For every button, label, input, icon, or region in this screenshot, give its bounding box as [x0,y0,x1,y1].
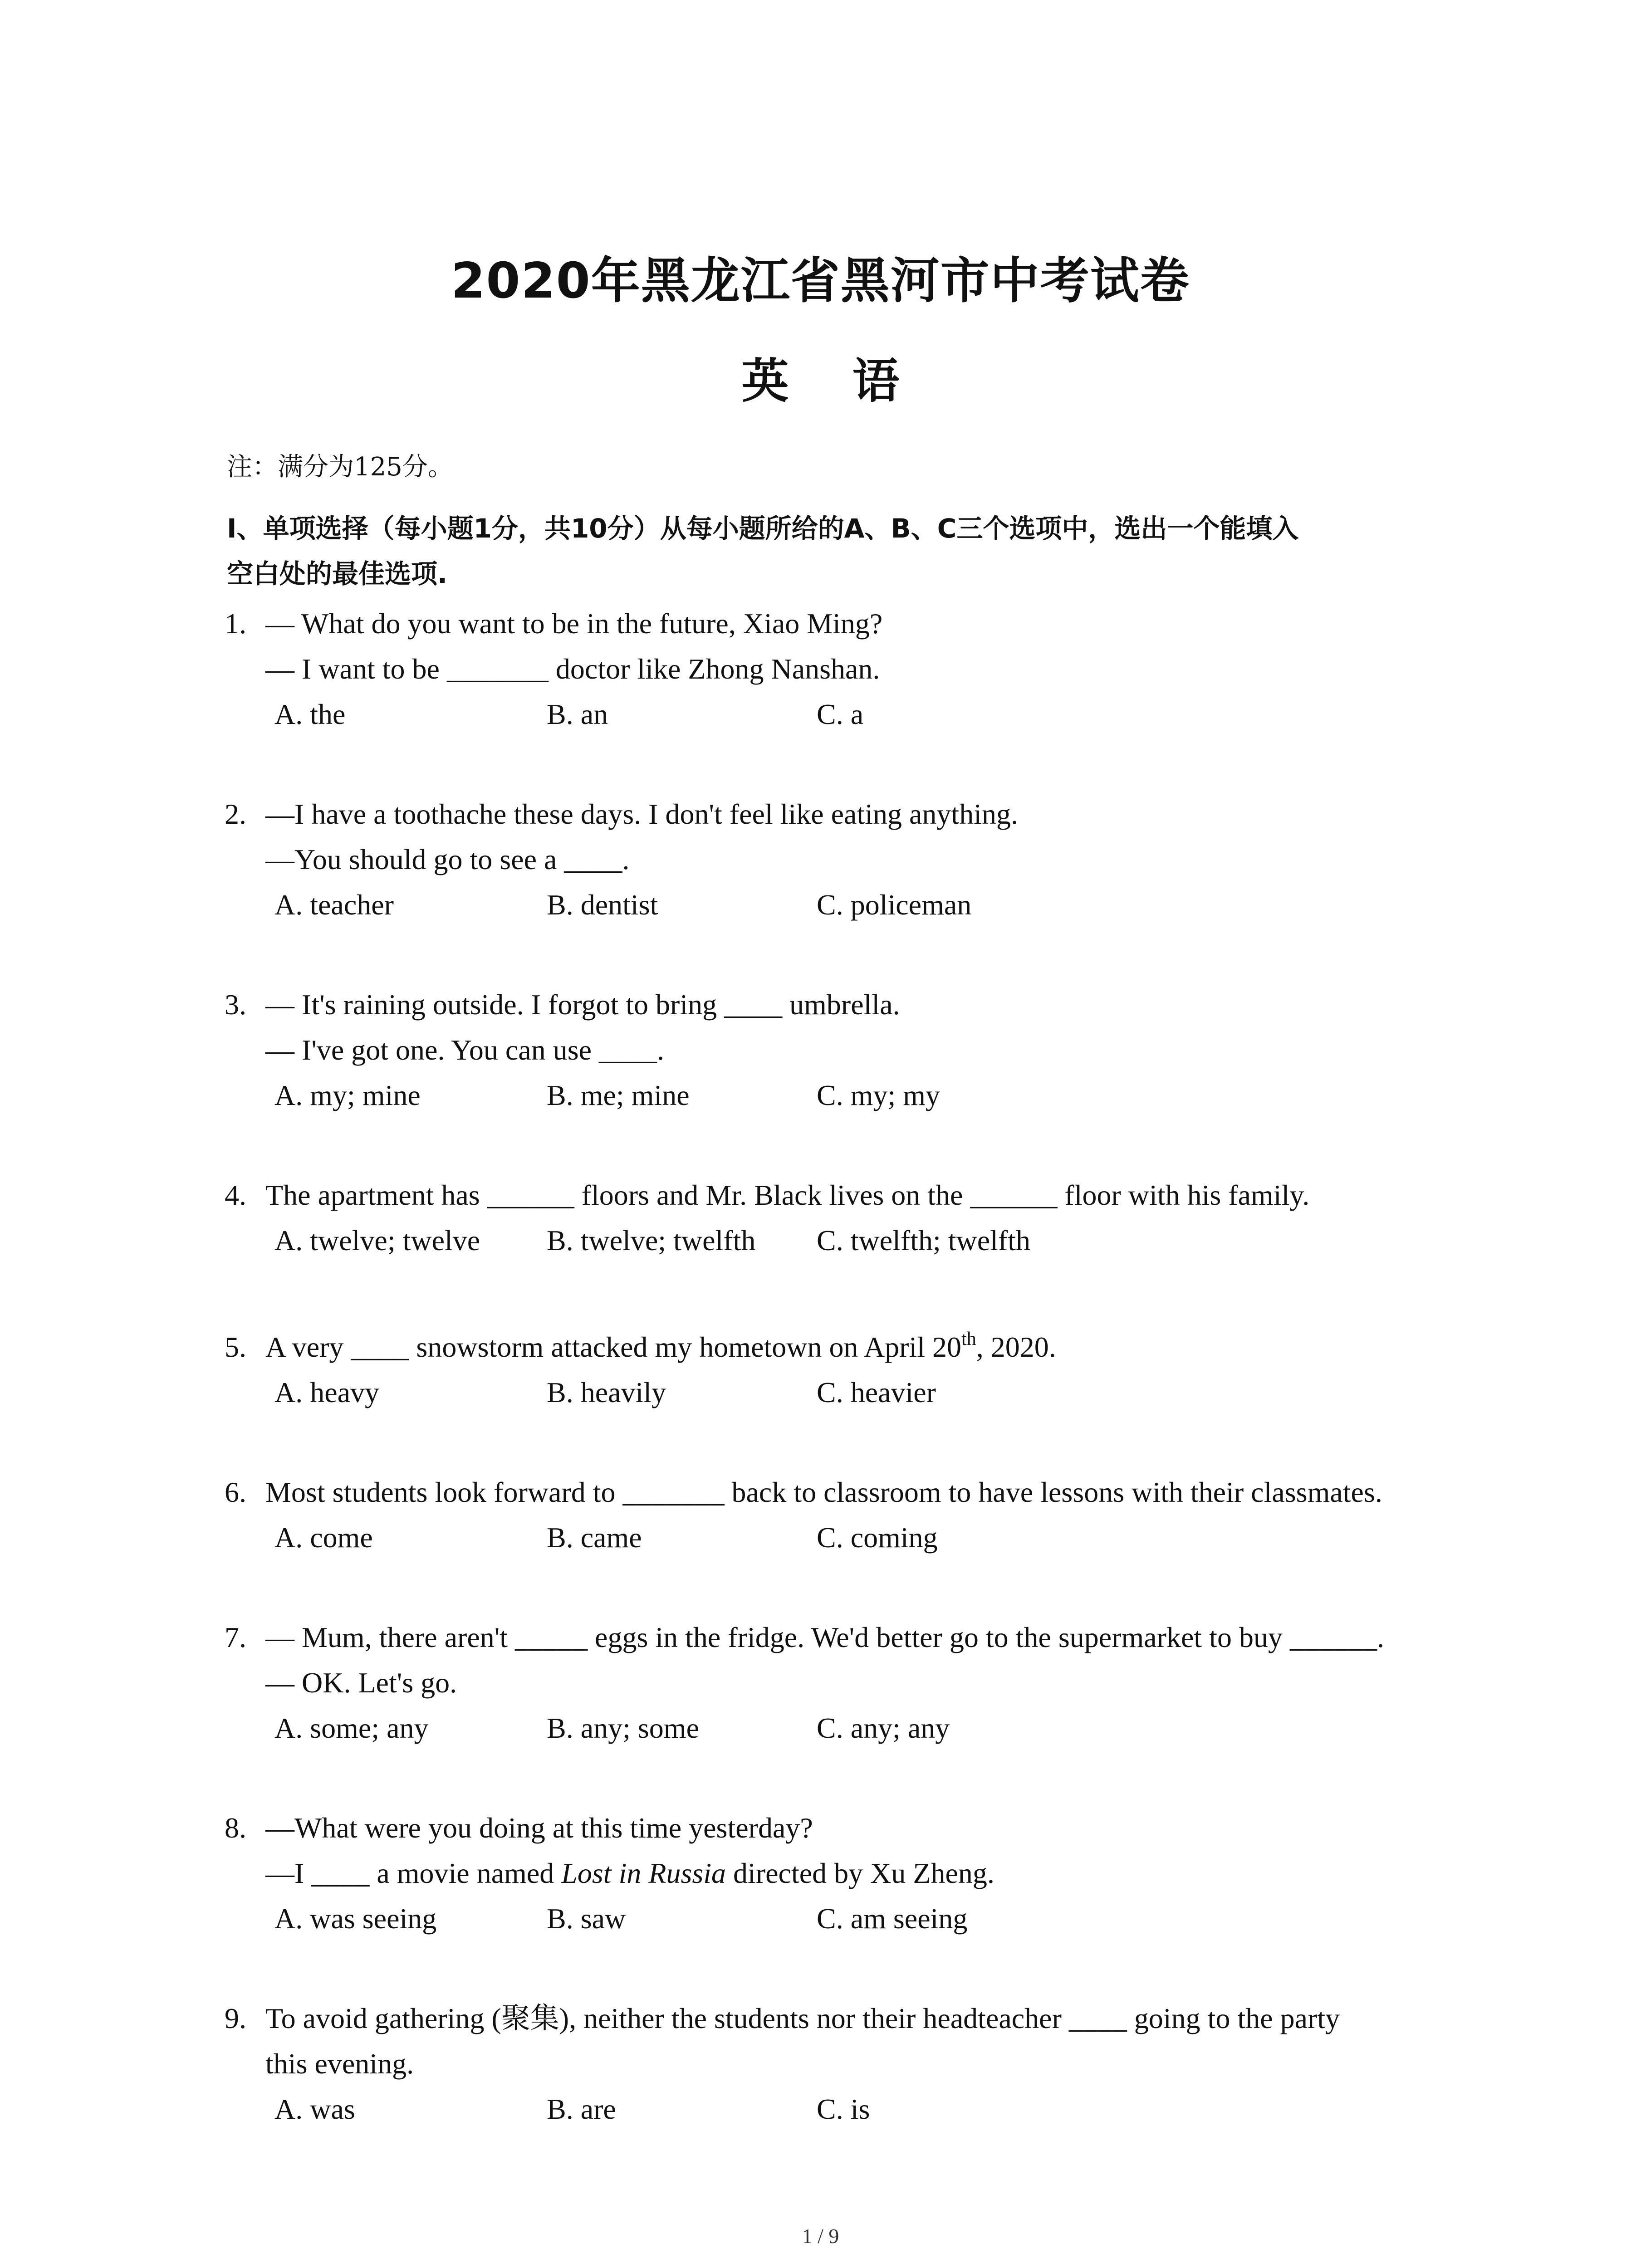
option-a: A. come [274,1521,373,1554]
movie-title: Lost in Russia [561,1857,726,1889]
option-a: A. my; mine [274,1079,421,1111]
question-line: —I have a toothache these days. I don't feel like eating anything. [265,798,1018,830]
option-a: A. teacher [274,889,394,921]
option-b: B. dentist [547,889,658,921]
question-number: 9. [225,2002,246,2034]
option-c: C. any; any [817,1712,950,1744]
question-number: 1. [225,607,246,640]
option-a: A. the [274,698,346,730]
question-line: — Mum, there aren't _____ eggs in the fridge. We'd better go to the supermarket to buy ______. [265,1621,1384,1653]
option-c: C. coming [817,1521,938,1554]
section-title [227,506,1452,596]
question-text: —I ____ a movie named [265,1857,562,1889]
question-line: this evening. [265,2048,414,2080]
question-line: The apartment has ______ floors and Mr. Black lives on the ______ floor with his family. [265,1179,1310,1211]
score-note: 注：满分为125分。 [227,452,453,482]
question-line: Most students look forward to _______ back to classroom to have lessons with their classmates. [265,1476,1382,1508]
question-number: 6. [225,1476,246,1508]
question-text: , 2020. [976,1331,1056,1363]
question-line [265,1851,994,1896]
subject-char: 语 [852,353,900,409]
option-c: C. heavier [817,1376,936,1408]
option-b: B. an [547,698,608,730]
question-line: — What do you want to be in the future, Xiao Ming? [265,607,883,640]
option-b: B. twelve; twelfth [547,1224,756,1256]
question-line [265,1325,1056,1370]
question-number: 2. [225,798,246,830]
section-title-line: 空白处的最佳选项. [227,558,448,589]
option-b: B. heavily [547,1376,666,1408]
question-text: directed by Xu Zheng. [726,1857,994,1889]
question-number: 4. [225,1179,246,1211]
option-a: A. some; any [274,1712,429,1744]
option-a: A. was seeing [274,1902,437,1935]
question-text: A very ____ snowstorm attacked my hometown on April 20 [265,1331,962,1363]
option-a: A. was [274,2093,355,2125]
exam-subject [0,347,1641,415]
question-line: —What were you doing at this time yesterday? [265,1812,813,1844]
option-b: B. any; some [547,1712,699,1744]
ordinal-suffix: th [961,1329,976,1349]
question-line: — It's raining outside. I forgot to bring ____ umbrella. [265,988,900,1021]
option-a: A. heavy [274,1376,380,1408]
option-b: B. me; mine [547,1079,690,1111]
question-line: — I want to be _______ doctor like Zhong Nanshan. [265,653,880,685]
section-title-line: Ⅰ、单项选择（每小题1分，共10分）从每小题所给的A、B、C三个选项中，选出一个能填入 [227,513,1299,544]
option-b: B. came [547,1521,642,1554]
option-c: C. am seeing [817,1902,968,1935]
question-number: 5. [225,1331,246,1363]
option-c: C. a [817,698,864,730]
option-c: C. twelfth; twelfth [817,1224,1031,1256]
question-line: — OK. Let's go. [265,1667,457,1699]
question-line: —You should go to see a ____. [265,843,630,875]
question-number: 8. [225,1812,246,1844]
option-c: C. my; my [817,1079,941,1111]
option-b: B. saw [547,1902,626,1935]
subject-char: 英 [741,353,789,409]
question-line: — I've got one. You can use ____. [265,1034,664,1066]
option-b: B. are [547,2093,616,2125]
question-number: 7. [225,1621,246,1653]
question-number: 3. [225,988,246,1021]
option-c: C. is [817,2093,870,2125]
option-c: C. policeman [817,889,972,921]
option-a: A. twelve; twelve [274,1224,480,1256]
page-indicator: 1 / 9 [802,2224,839,2248]
question-line: To avoid gathering (聚集), neither the students nor their headteacher ____ going to the party [265,2002,1340,2034]
exam-title: 2020年黑龙江省黑河市中考试卷 [451,253,1190,309]
